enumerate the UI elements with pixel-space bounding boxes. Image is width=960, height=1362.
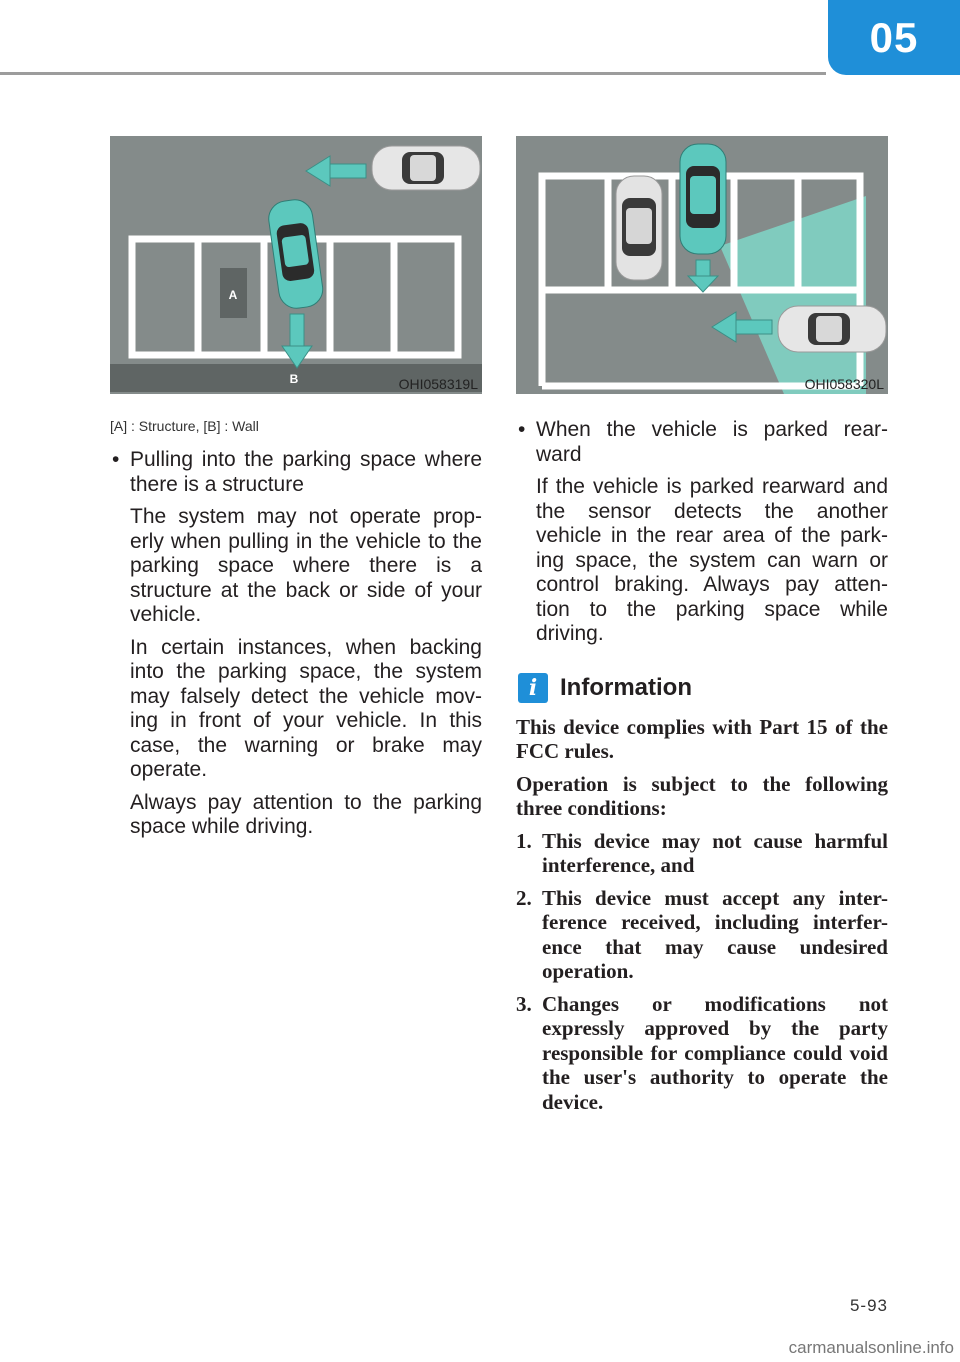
bullet-structure: • Pulling into the parking space where there is a structure (110, 448, 482, 497)
list-item (516, 829, 888, 878)
watermark[interactable]: carmanualsonline.info (788, 1338, 954, 1357)
list-number: 3. (516, 991, 532, 1016)
chapter-tab: 05 (828, 0, 960, 75)
information-title: Information (560, 673, 692, 701)
info-line: Operation is subject to the following three conditions: (516, 771, 888, 820)
paragraph: Always pay attention to the parking space while driving. (130, 790, 482, 838)
list-item (516, 886, 888, 984)
list-text: This device may not cause harmful interference, and (542, 828, 888, 877)
label-b: B (289, 372, 299, 386)
paragraph: In certain instances, when backing into the parking space, the system may falsely detect the vehicle mov- ing in front of your vehicle. In this case, the warning or brake may operate. (130, 635, 482, 781)
list-text: This device must accept any inter- ference received, including interfer- ence that may cause undesired operation. (542, 885, 888, 983)
information-header (518, 673, 888, 703)
label-a: A (228, 288, 238, 302)
info-icon: i (518, 673, 548, 703)
figure-structure-wall (110, 136, 482, 394)
list-number: 1. (516, 828, 532, 853)
bullet-rearward: • When the vehicle is parked rear- ward (516, 418, 888, 467)
right-column (516, 418, 888, 1122)
info-line: This device complies with Part 15 of the FCC rules. (516, 714, 888, 763)
figure-caption: [A] : Structure, [B] : Wall (110, 418, 259, 434)
figure-code: OHI058319L (398, 376, 478, 392)
page-number: 5-93 (849, 1296, 888, 1315)
list-number: 2. (516, 885, 532, 910)
left-column (110, 418, 482, 848)
paragraph: The system may not operate prop- erly when pulling in the vehicle to the parking space where there is a structure at the back or side of your vehicle. (130, 505, 482, 626)
list-text: Changes or modifications not expressly approved by the party responsible for compliance could void the user's authority to operate the device. (542, 991, 888, 1114)
header-rule (0, 72, 826, 75)
figure-code: OHI058320L (804, 376, 884, 392)
figure-rearward-parking (516, 136, 888, 394)
list-item (516, 992, 888, 1115)
paragraph: If the vehicle is parked rearward and the sensor detects the another vehicle in the rear area of the park- ing space, the system can warn or control braking. Always pay atten- tion to the parking space while driving. (536, 475, 888, 645)
